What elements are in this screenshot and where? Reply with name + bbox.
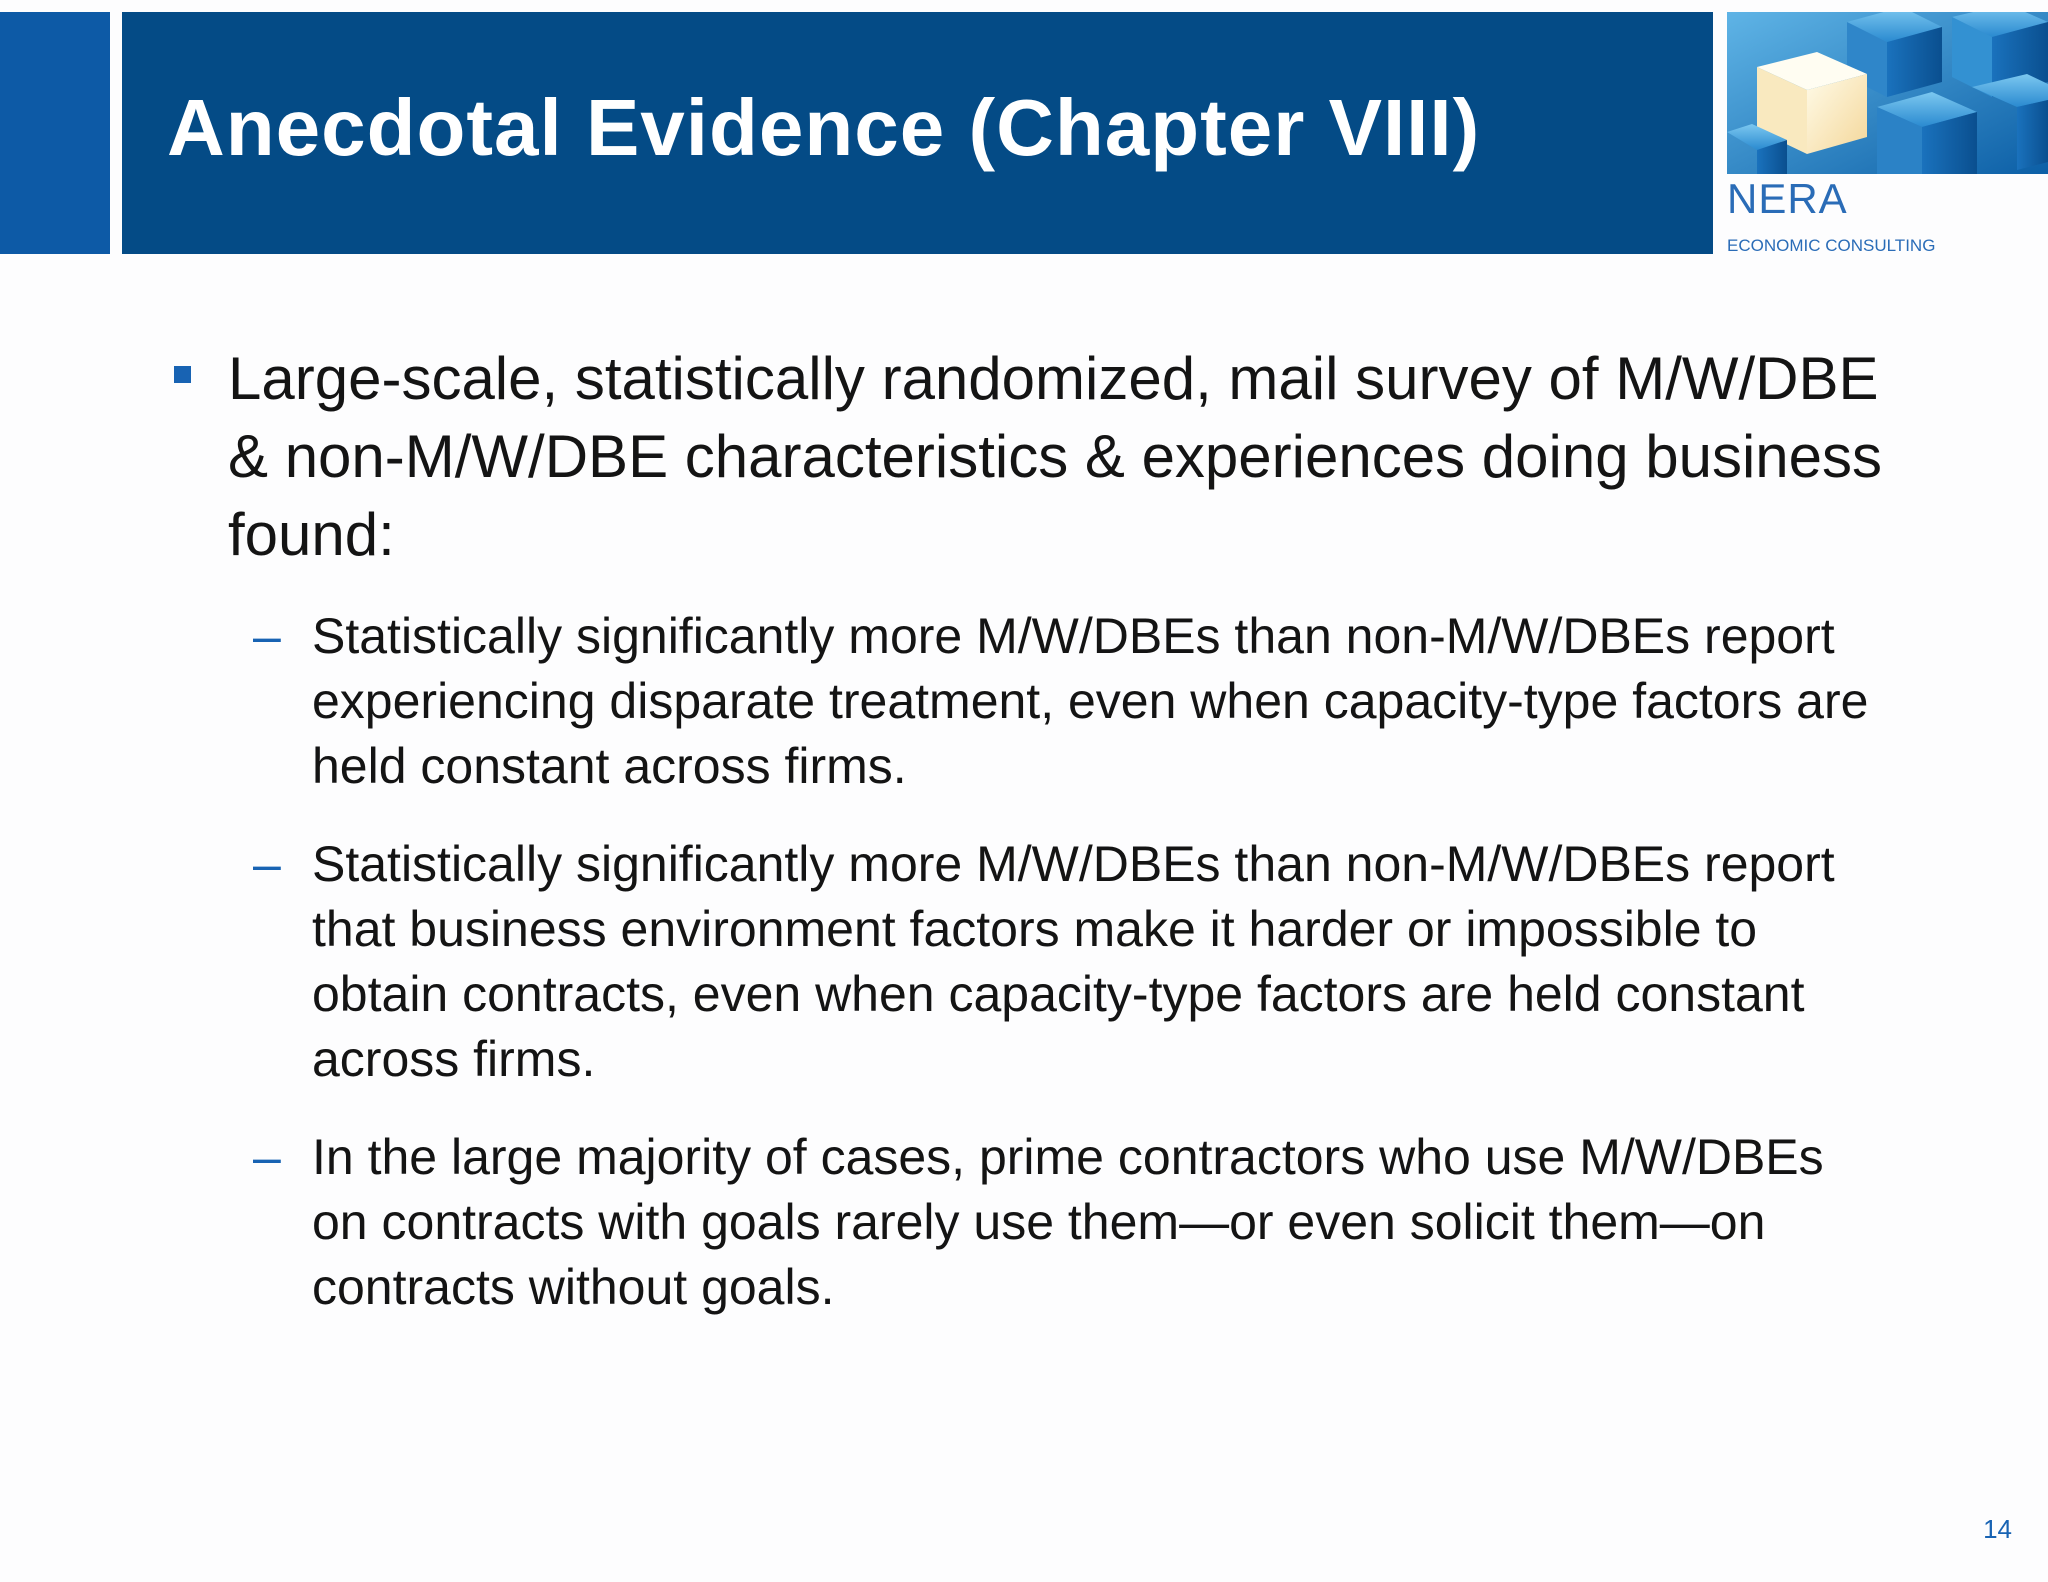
nera-logo (1727, 12, 2048, 254)
dash-bullet-icon: – (253, 836, 281, 892)
logo-wordmark: NERA (1727, 175, 1848, 222)
sub-bullet-2: Statistically significantly more M/W/DBEs than non-M/W/DBEs report that business environment factors make it harder or impossible to obtain contracts, even when capacity-type factors are held constant across firms. (312, 836, 1835, 1087)
slide-title: Anecdotal Evidence (Chapter VIII) (167, 83, 1481, 172)
header-left-accent-block (0, 12, 110, 254)
sub-bullet-3: In the large majority of cases, prime contractors who use M/W/DBEs on contracts with goals rarely use them—or even solicit them—on contracts without goals. (312, 1129, 1824, 1315)
page-number: 14 (1983, 1514, 2012, 1544)
logo-tagline: ECONOMIC CONSULTING (1727, 236, 1936, 255)
bullet-square-icon (174, 366, 191, 383)
main-bullet-text: Large-scale, statistically randomized, mail survey of M/W/DBE & non-M/W/DBE characteristics & experiences doing business found: (228, 345, 1883, 568)
cubes-logo-graphic (1727, 12, 2048, 174)
dash-bullet-icon: – (253, 608, 281, 664)
sub-bullet-1: Statistically significantly more M/W/DBEs than non-M/W/DBEs report experiencing disparate treatment, even when capacity-type factors are held constant across firms. (312, 608, 1869, 794)
dash-bullet-icon: – (253, 1129, 281, 1185)
